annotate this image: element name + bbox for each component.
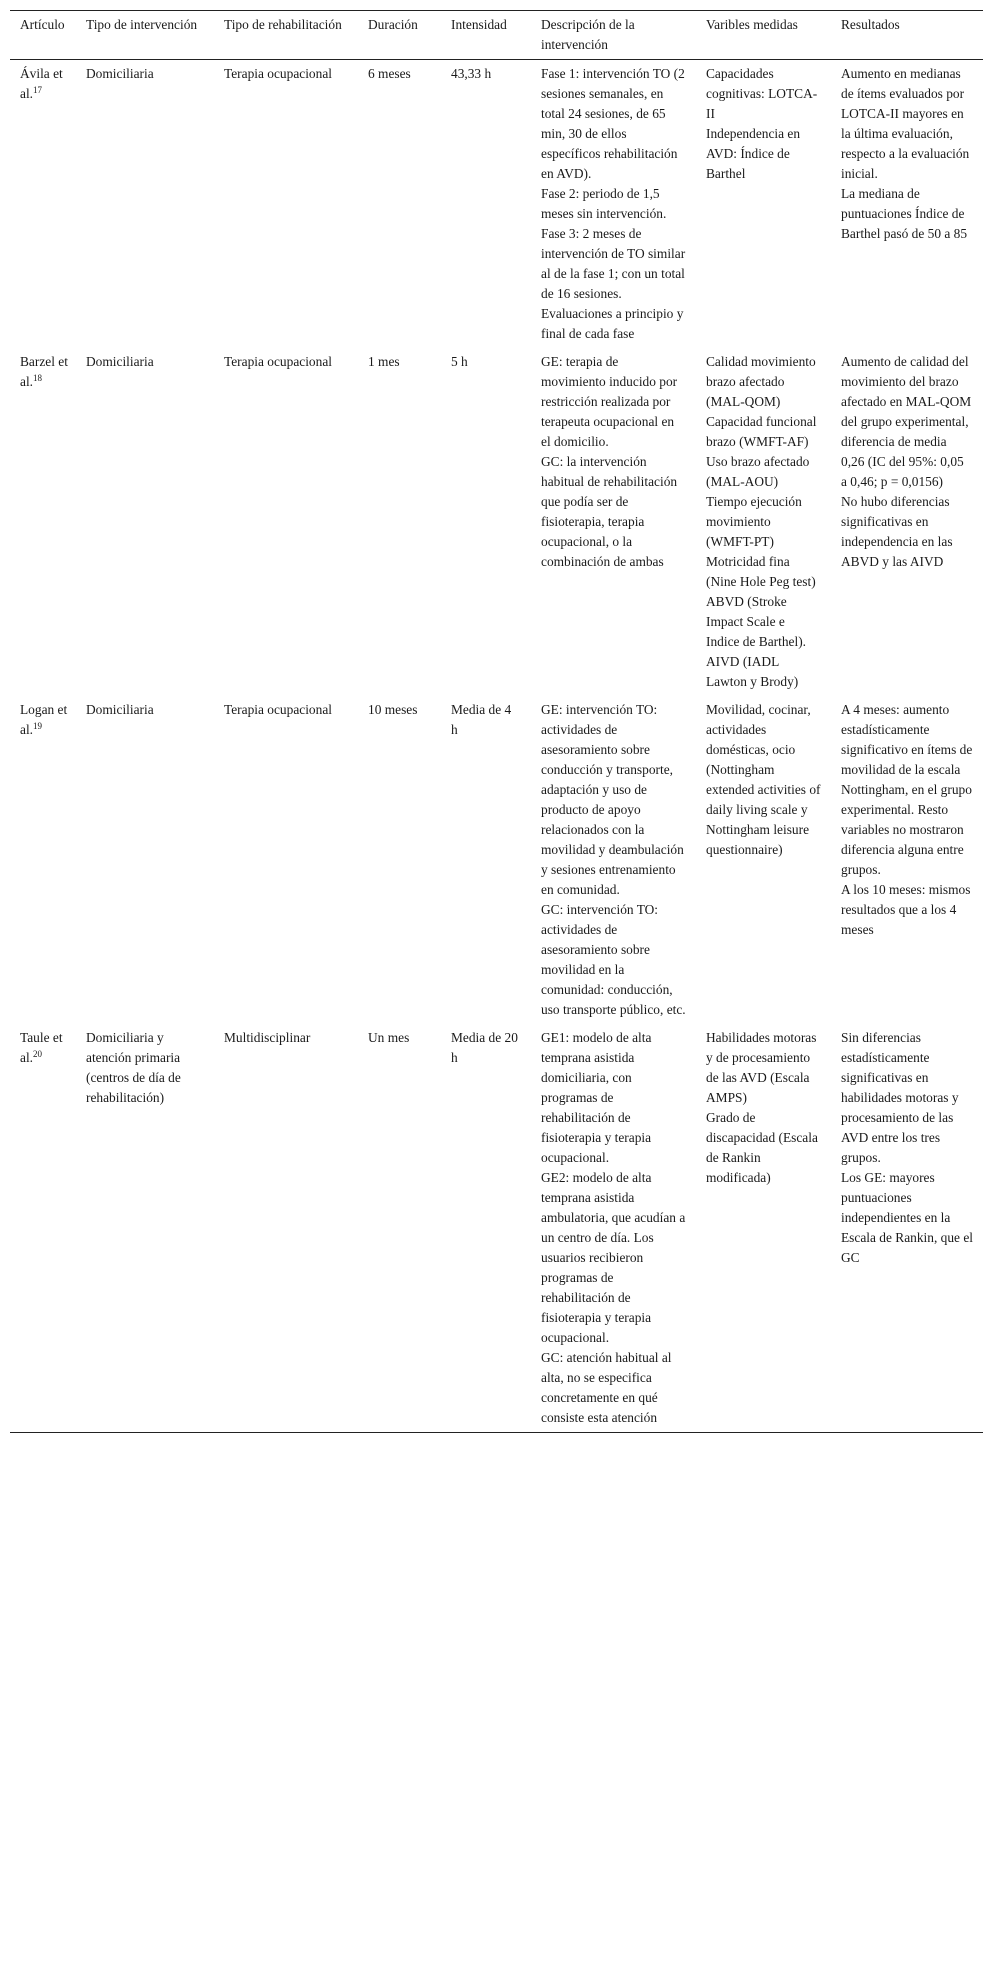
cell-paragraph: Tiempo ejecución movimiento (WMFT-PT) (706, 494, 802, 549)
reference-number: 19 (33, 721, 43, 731)
table-body (10, 60, 983, 1433)
header-variables: Varibles medidas (696, 11, 831, 60)
reference-number: 17 (33, 85, 43, 95)
cell-paragraph: Los GE: mayores puntuaciones independientes en la Escala de Rankin, que el GC (841, 1170, 973, 1265)
table-row (10, 60, 983, 349)
cell-tipo-intervencion: Domiciliaria (86, 354, 154, 369)
header-descripcion: Descripción de la intervención (531, 11, 696, 60)
cell-paragraph: GE: terapia de movimiento inducido por restricción realizada por terapeuta ocupacional en el domicilio. (541, 354, 678, 449)
cell-paragraph: Grado de discapacidad (Escala de Rankin modificada) (706, 1110, 818, 1185)
header-tipo-intervencion: Tipo de intervención (76, 11, 214, 60)
cell-paragraph: Fase 2: periodo de 1,5 meses sin intervención. (541, 186, 667, 221)
cell-intensidad: 43,33 h (451, 66, 492, 81)
cell-paragraph: Calidad movimiento brazo afectado (MAL-QOM) (706, 354, 816, 409)
cell-paragraph: GC: la intervención habitual de rehabilitación que podía ser de fisioterapia, terapia ocupacional, o la combinación de ambas (541, 454, 678, 569)
cell-paragraph: GE2: modelo de alta temprana asistida ambulatoria, que acudían a un centro de día. Los usuarios recibieron programas de rehabilitación de fisioterapia y terapia ocupacional. (541, 1170, 686, 1345)
cell-paragraph: Capacidades cognitivas: LOTCA-II (706, 66, 818, 121)
cell-paragraph: No hubo diferencias significativas en independencia en las ABVD y las AIVD (841, 494, 953, 569)
author-name: Ávila et al. (20, 66, 63, 101)
author-name: Barzel et al. (20, 354, 68, 389)
cell-tipo-rehabilitacion: Terapia ocupacional (224, 66, 332, 81)
cell-paragraph: Aumento de calidad del movimiento del brazo afectado en MAL-QOM del grupo experimental, diferencia de media 0,26 (IC del 95%: 0,05 a 0,46; p = 0,0156) (841, 354, 972, 489)
table-row (10, 348, 983, 696)
cell-variables (696, 696, 831, 1024)
cell-articulo (10, 1024, 76, 1433)
author-name: Taule et al. (20, 1030, 63, 1065)
cell-tipo-intervencion: Domiciliaria y atención primaria (centros de día de rehabilitación) (76, 1024, 214, 1433)
cell-articulo (10, 60, 76, 349)
cell-descripcion (531, 60, 696, 349)
cell-tipo-intervencion: Domiciliaria (86, 66, 154, 81)
cell-paragraph: GC: intervención TO: actividades de asesoramiento sobre movilidad en la comunidad: conducción, uso transporte público, etc. (541, 902, 686, 1017)
cell-duracion: 1 mes (368, 354, 400, 369)
cell-descripcion (531, 696, 696, 1024)
cell-paragraph: ABVD (Stroke Impact Scale e Indice de Barthel). (706, 594, 807, 649)
cell-paragraph: Aumento en medianas de ítems evaluados por LOTCA-II mayores en la última evaluación, respecto a la evaluación inicial. (841, 66, 970, 181)
cell-articulo (10, 696, 76, 1024)
cell-tipo-rehabilitacion: Terapia ocupacional (224, 702, 332, 717)
header-tipo-rehabilitacion: Tipo de rehabilitación (214, 11, 358, 60)
cell-variables (696, 348, 831, 696)
header-duracion: Duración (358, 11, 441, 60)
cell-resultados (831, 348, 983, 696)
cell-paragraph: Habilidades motoras y de procesamiento de las AVD (Escala AMPS) (706, 1030, 817, 1105)
cell-paragraph: La mediana de puntuaciones Índice de Barthel pasó de 50 a 85 (841, 186, 968, 241)
cell-paragraph: AIVD (IADL Lawton y Brody) (706, 654, 799, 689)
cell-paragraph: Fase 1: intervención TO (2 sesiones semanales, en total 24 sesiones, de 65 min, 30 de ellos específicos rehabilitación en AVD). (541, 66, 685, 181)
cell-descripcion (531, 1024, 696, 1433)
cell-variables (696, 60, 831, 349)
cell-resultados (831, 60, 983, 349)
cell-intensidad: Media de 4 h (451, 702, 512, 737)
cell-tipo-rehabilitacion: Terapia ocupacional (224, 354, 332, 369)
cell-duracion: 6 meses (368, 66, 411, 81)
studies-table (10, 10, 983, 1433)
header-row (10, 11, 983, 60)
cell-resultados (831, 1024, 983, 1433)
cell-paragraph: A los 10 meses: mismos resultados que a los 4 meses (841, 882, 971, 937)
cell-paragraph: GE: intervención TO: actividades de asesoramiento sobre conducción y transporte, adaptación y uso de producto de apoyo relacionados con la movilidad y deambulación y sesiones entrenamiento en comunidad. (541, 702, 684, 897)
cell-resultados (831, 696, 983, 1024)
cell-articulo (10, 348, 76, 696)
cell-variables (696, 1024, 831, 1433)
cell-duracion: 10 meses (368, 702, 418, 717)
cell-paragraph: Uso brazo afectado (MAL-AOU) (706, 454, 810, 489)
cell-descripcion (531, 348, 696, 696)
cell-paragraph: GC: atención habitual al alta, no se especifica concretamente en qué consiste esta atención (541, 1350, 672, 1425)
cell-paragraph: Independencia en AVD: Índice de Barthel (706, 126, 801, 181)
cell-tipo-intervencion: Domiciliaria (86, 702, 154, 717)
table-row (10, 1024, 983, 1433)
reference-number: 20 (33, 1049, 43, 1059)
cell-duracion: Un mes (358, 1024, 441, 1433)
cell-paragraph: Motricidad fina (Nine Hole Peg test) (706, 554, 816, 589)
cell-tipo-rehabilitacion: Multidisciplinar (214, 1024, 358, 1433)
table-row (10, 696, 983, 1024)
header-resultados: Resultados (831, 11, 983, 60)
cell-intensidad: 5 h (451, 354, 468, 369)
author-name: Logan et al. (20, 702, 68, 737)
cell-paragraph: GE1: modelo de alta temprana asistida domiciliaria, con programas de rehabilitación de fisioterapia y terapia ocupacional. (541, 1030, 652, 1165)
header-intensidad: Intensidad (441, 11, 531, 60)
cell-paragraph: Movilidad, cocinar, actividades domésticas, ocio (Nottingham extended activities of daily living scale y Nottingham leisure questionnaire) (706, 702, 821, 857)
header-articulo: Artículo (10, 11, 76, 60)
cell-paragraph: Capacidad funcional brazo (WMFT-AF) (706, 414, 817, 449)
cell-intensidad: Media de 20 h (441, 1024, 531, 1433)
cell-paragraph: Evaluaciones a principio y final de cada fase (541, 306, 684, 341)
cell-paragraph: Fase 3: 2 meses de intervención de TO similar al de la fase 1; con un total de 16 sesiones. (541, 226, 686, 301)
cell-paragraph: Sin diferencias estadísticamente significativas en habilidades motoras y procesamiento de las AVD entre los tres grupos. (841, 1030, 959, 1165)
cell-paragraph: A 4 meses: aumento estadísticamente significativo en ítems de movilidad de la escala Nottingham, en el grupo experimental. Resto variables no mostraron diferencia alguna entre grupos. (841, 702, 973, 877)
reference-number: 18 (33, 373, 43, 383)
